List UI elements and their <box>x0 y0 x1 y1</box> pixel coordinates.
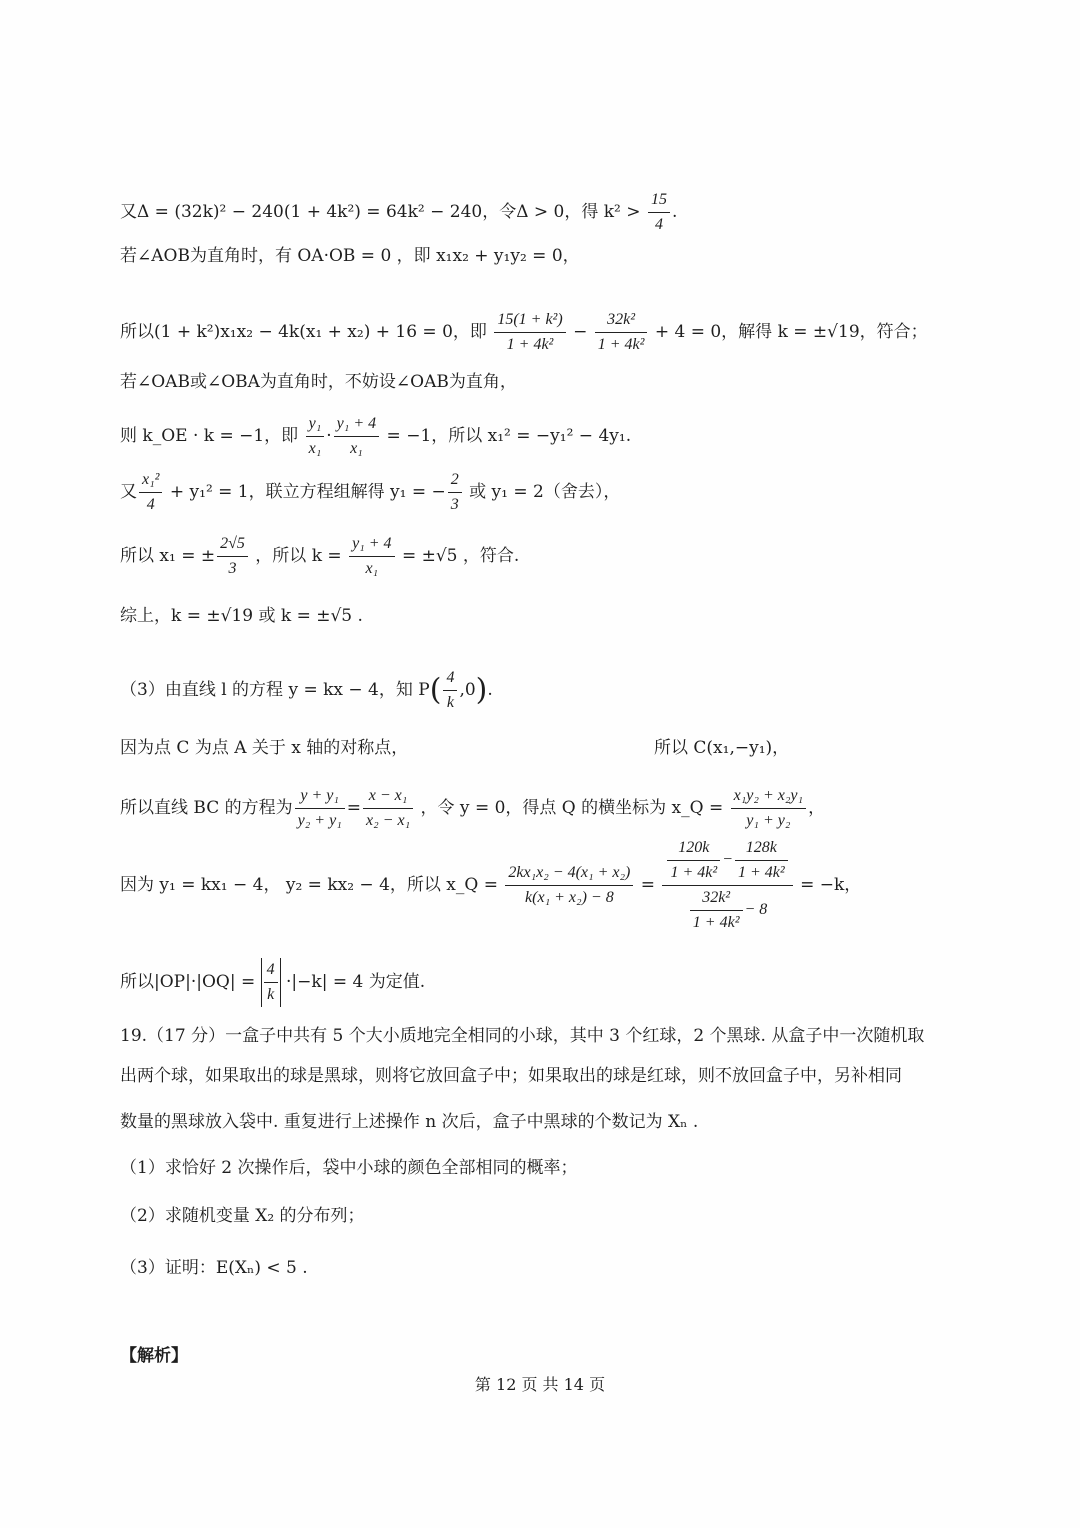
line-xq-compute: 因为 y₁ = kx₁ − 4， y₂ = kx₂ − 4，所以 x_Q = $\frac{\text{2kx₁x₂ − 4(x₁ + x₂)}}{\text{k(x₁ + x₂) − 8}}$ = $\frac{120k}{\text{1 + 4k²}}$ − $\frac{128k}{\text{1 + 4k²}}$ $\frac{\text{32k²}}{\text{1 + 4k²}}$ − 8 = −k， <box>120 836 861 935</box>
line-bc-equation: 所以直线 BC 的方程为 $\frac{\text{y + y₁}}{\text{y₂ + y₁}}$ = $\frac{\text{x − x₁}}{\text{x₂ − x₁}}$ ，令 y = 0，得点 Q 的横坐标为 x_Q = $\frac{\text{x₁y₂ + x₂y₁}}{\text{y₁ + y₂}}$ ， <box>120 784 825 833</box>
line-summary: 综上，k = ±√19 或 k = ±√5 . <box>120 606 363 626</box>
q19-part-1: （1）求恰好 2 次操作后，袋中小球的颜色全部相同的概率； <box>120 1158 578 1178</box>
fraction: $\frac{\text{y₁ + 4}}{\text{x₁}}$ <box>349 532 394 581</box>
line-right-angle-oab: 若∠OAB或∠OBA为直角时，不妨设∠OAB为直角， <box>120 372 517 392</box>
line-ellipse-system: 又 $\frac{\text{x₁²}}{4}$ + y₁² = 1，联立方程组解得 y₁ = − $\frac{2}{3}$ 或 y₁ = 2（舍去）， <box>120 468 620 517</box>
fraction: $\frac{2√5}{3}$ <box>217 532 248 581</box>
line-constant: 所以|OP|·|OQ| = $\frac{4}{k}$ ·|−k| = 4 为定值. <box>120 958 425 1007</box>
line-point-c: 因为点 C 为点 A 关于 x 轴的对称点， <box>120 738 409 758</box>
page-footer: 第 12 页 共 14 页 <box>474 1375 606 1394</box>
fraction: $\frac{\text{x₁y₂ + x₂y₁}}{\text{y₁ + y₂}}$ <box>731 784 806 833</box>
line-solve-k: 所以(1 + k²)x₁x₂ − 4k(x₁ + x₂) + 16 = 0，即 $\frac{\text{15(1 + k²)}}{\text{1 + 4k²}}$ − $\frac{\text{32k²}}{\text{1 + 4k²}}$ + 4 = 0，解得 k = ±√19，符合； <box>120 308 928 357</box>
q19-part-2: （2）求随机变量 X₂ 的分布列； <box>120 1206 365 1226</box>
q19-text-3: 数量的黑球放入袋中. 重复进行上述操作 n 次后，盒子中黑球的个数记为 Xₙ . <box>120 1112 699 1132</box>
line-slope-product: 则 k_OE · k = −1，即 $\frac{\text{y₁}}{\text{x₁}}$ · $\frac{\text{y₁ + 4}}{\text{x₁}}$ = −1，所以 x₁² = −y₁² − 4y₁. <box>120 412 631 461</box>
compound-fraction: $\frac{120k}{\text{1 + 4k²}}$ − $\frac{128k}{\text{1 + 4k²}}$ $\frac{\text{32k²}}{\text{1 + 4k²}}$ − 8 <box>662 836 792 935</box>
analysis-heading: 【解析】 <box>120 1346 188 1366</box>
fraction: $\frac{4}{k}$ <box>264 958 278 1007</box>
q19-text-1: 19.（17 分）一盒子中共有 5 个大小质地完全相同的小球，其中 3 个红球，2 个黑球. 从盒子中一次随机取 <box>120 1026 925 1046</box>
fraction: $\frac{\text{y₁ + 4}}{\text{x₁}}$ <box>334 412 379 461</box>
line-part3-start: （3）由直线 l 的方程 y = kx − 4，知 P( $\frac{4}{k}$ ,0). <box>120 666 493 715</box>
fraction: $\frac{\text{y₁}}{\text{x₁}}$ <box>306 412 325 461</box>
fraction: $\frac{4}{k}$ <box>443 666 457 715</box>
q19-part-3: （3）证明：E(Xₙ) < 5 . <box>120 1258 308 1278</box>
line-right-angle-aob: 若∠AOB为直角时，有 OA·OB = 0 ，即 x₁x₂ + y₁y₂ = 0， <box>120 246 580 266</box>
fraction: $\frac{\text{32k²}}{\text{1 + 4k²}}$ <box>595 308 648 357</box>
fraction: $\frac{\text{x₁²}}{4}$ <box>139 468 162 517</box>
fraction: $\frac{15}{4}$ <box>648 188 670 237</box>
fraction: $\frac{\text{15(1 + k²)}}{\text{1 + 4k²}}$ <box>494 308 565 357</box>
line-delta: 又Δ = (32k)² − 240(1 + 4k²) = 64k² − 240，令Δ > 0，得 k² > $\frac{15}{4}$ . <box>120 188 677 237</box>
fraction: $\frac{\text{2kx₁x₂ − 4(x₁ + x₂)}}{\text{k(x₁ + x₂) − 8}}$ <box>505 861 633 910</box>
q19-text-2: 出两个球，如果取出的球是黑球，则将它放回盒子中；如果取出的球是红球，则不放回盒子中，另补相同 <box>120 1066 902 1086</box>
fraction: $\frac{\text{y + y₁}}{\text{y₂ + y₁}}$ <box>295 784 345 833</box>
fraction: $\frac{\text{x − x₁}}{\text{x₂ − x₁}}$ <box>363 784 413 833</box>
line-x1-value: 所以 x₁ = ± $\frac{2√5}{3}$ ，所以 k = $\frac{\text{y₁ + 4}}{\text{x₁}}$ = ±√5 ，符合. <box>120 532 519 581</box>
fraction: $\frac{2}{3}$ <box>448 468 462 517</box>
line-point-c-coords: 所以 C(x₁,−y₁)， <box>654 738 790 758</box>
